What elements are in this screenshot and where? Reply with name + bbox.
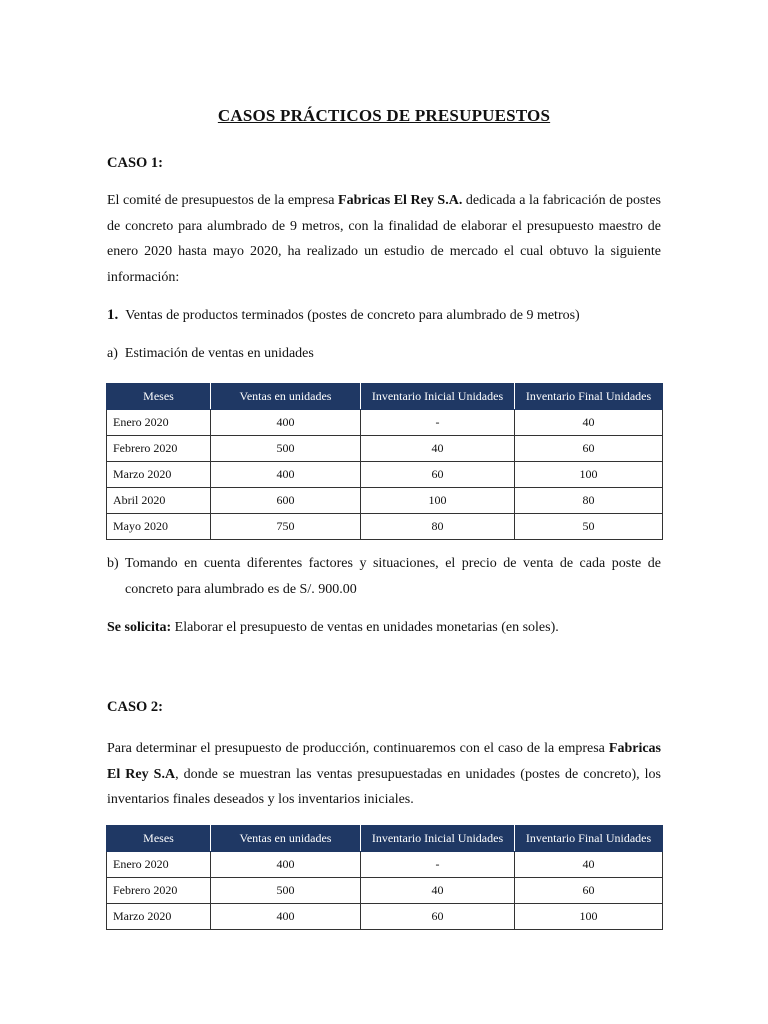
cell-ventas: 400 (211, 852, 361, 878)
caso2-intro-paragraph (107, 736, 661, 813)
caso1-item-a-marker: a) (107, 346, 118, 361)
header-meses: Meses (107, 384, 211, 410)
caso1-item-1 (107, 307, 580, 324)
cell-ventas: 400 (211, 904, 361, 930)
cell-inventario-inicial: 40 (361, 878, 515, 904)
cell-inventario-inicial: 100 (361, 488, 515, 514)
header-inventario-final: Inventario Final Unidades (515, 384, 663, 410)
header-ventas-unidades: Ventas en unidades (211, 384, 361, 410)
cell-ventas: 750 (211, 514, 361, 540)
cell-inventario-inicial: - (361, 410, 515, 436)
caso1-item-b (107, 551, 661, 602)
caso1-solicita-text: Elaborar el presupuesto de ventas en unidades monetarias (en soles). (171, 620, 559, 635)
cell-inventario-final: 100 (515, 904, 663, 930)
table-row (107, 852, 663, 878)
caso2-company-name: Fabricas El Rey S.A (107, 741, 661, 782)
table-row (107, 878, 663, 904)
header-ventas-unidades: Ventas en unidades (211, 826, 361, 852)
cell-inventario-final: 80 (515, 488, 663, 514)
caso1-company-name: Fabricas El Rey S.A. (338, 193, 463, 208)
caso1-item-1-number: 1. (107, 307, 119, 323)
caso1-sales-table (106, 383, 663, 540)
cell-mes: Enero 2020 (107, 852, 211, 878)
caso2-heading: CASO 2: (107, 699, 163, 715)
cell-ventas: 400 (211, 410, 361, 436)
table-row (107, 462, 663, 488)
table-row (107, 410, 663, 436)
header-meses: Meses (107, 826, 211, 852)
table-row (107, 514, 663, 540)
caso1-solicita (107, 620, 559, 636)
table-header-row (107, 384, 663, 410)
table-row (107, 436, 663, 462)
caso2-intro-text-1: Para determinar el presupuesto de producción, continuaremos con el caso de la empresa (107, 741, 609, 756)
cell-ventas: 500 (211, 436, 361, 462)
caso1-item-b-text: Tomando en cuenta diferentes factores y situaciones, el precio de venta de cada poste de concreto para alumbrado es de S/. 900.00 (125, 556, 661, 597)
cell-mes: Febrero 2020 (107, 436, 211, 462)
cell-inventario-final: 60 (515, 878, 663, 904)
caso1-item-a (107, 346, 314, 362)
cell-inventario-inicial: - (361, 852, 515, 878)
document-title: CASOS PRÁCTICOS DE PRESUPUESTOS (217, 106, 551, 125)
header-inventario-final: Inventario Final Unidades (515, 826, 663, 852)
cell-inventario-final: 40 (515, 852, 663, 878)
cell-inventario-inicial: 60 (361, 904, 515, 930)
cell-inventario-inicial: 80 (361, 514, 515, 540)
cell-mes: Abril 2020 (107, 488, 211, 514)
table-header-row (107, 826, 663, 852)
cell-inventario-final: 100 (515, 462, 663, 488)
cell-ventas: 500 (211, 878, 361, 904)
header-inventario-inicial: Inventario Inicial Unidades (361, 384, 515, 410)
caso1-intro-paragraph (107, 188, 661, 290)
cell-mes: Enero 2020 (107, 410, 211, 436)
cell-mes: Marzo 2020 (107, 904, 211, 930)
cell-inventario-final: 60 (515, 436, 663, 462)
caso2-intro-text-2: , donde se muestran las ventas presupuestadas en unidades (postes de concreto), los inventarios finales deseados y los inventarios iniciales. (107, 766, 662, 808)
cell-mes: Mayo 2020 (107, 514, 211, 540)
caso1-intro-text-2: dedicada a la fabricación de postes de concreto para alumbrado de 9 metros, con la finalidad de elaborar el presupuesto maestro de enero 2020 hasta mayo 2020, ha realizado un estudio de mercado el cual obtuvo la siguiente información: (107, 193, 661, 285)
caso1-heading: CASO 1: (107, 155, 163, 171)
cell-ventas: 400 (211, 462, 361, 488)
table-row (107, 488, 663, 514)
cell-inventario-inicial: 60 (361, 462, 515, 488)
caso1-intro-text-1: El comité de presupuestos de la empresa (107, 193, 339, 208)
caso2-sales-table (106, 825, 663, 930)
caso1-solicita-label: Se solicita: (107, 620, 172, 635)
header-inventario-inicial: Inventario Inicial Unidades (361, 826, 515, 852)
cell-inventario-final: 50 (515, 514, 663, 540)
caso1-item-1-text: Ventas de productos terminados (postes de concreto para alumbrado de 9 metros) (125, 308, 580, 323)
table-row (107, 904, 663, 930)
cell-mes: Marzo 2020 (107, 462, 211, 488)
cell-inventario-inicial: 40 (361, 436, 515, 462)
cell-ventas: 600 (211, 488, 361, 514)
cell-mes: Febrero 2020 (107, 878, 211, 904)
caso1-item-b-marker: b) (107, 556, 119, 571)
caso1-item-a-text: Estimación de ventas en unidades (124, 346, 314, 361)
cell-inventario-final: 40 (515, 410, 663, 436)
